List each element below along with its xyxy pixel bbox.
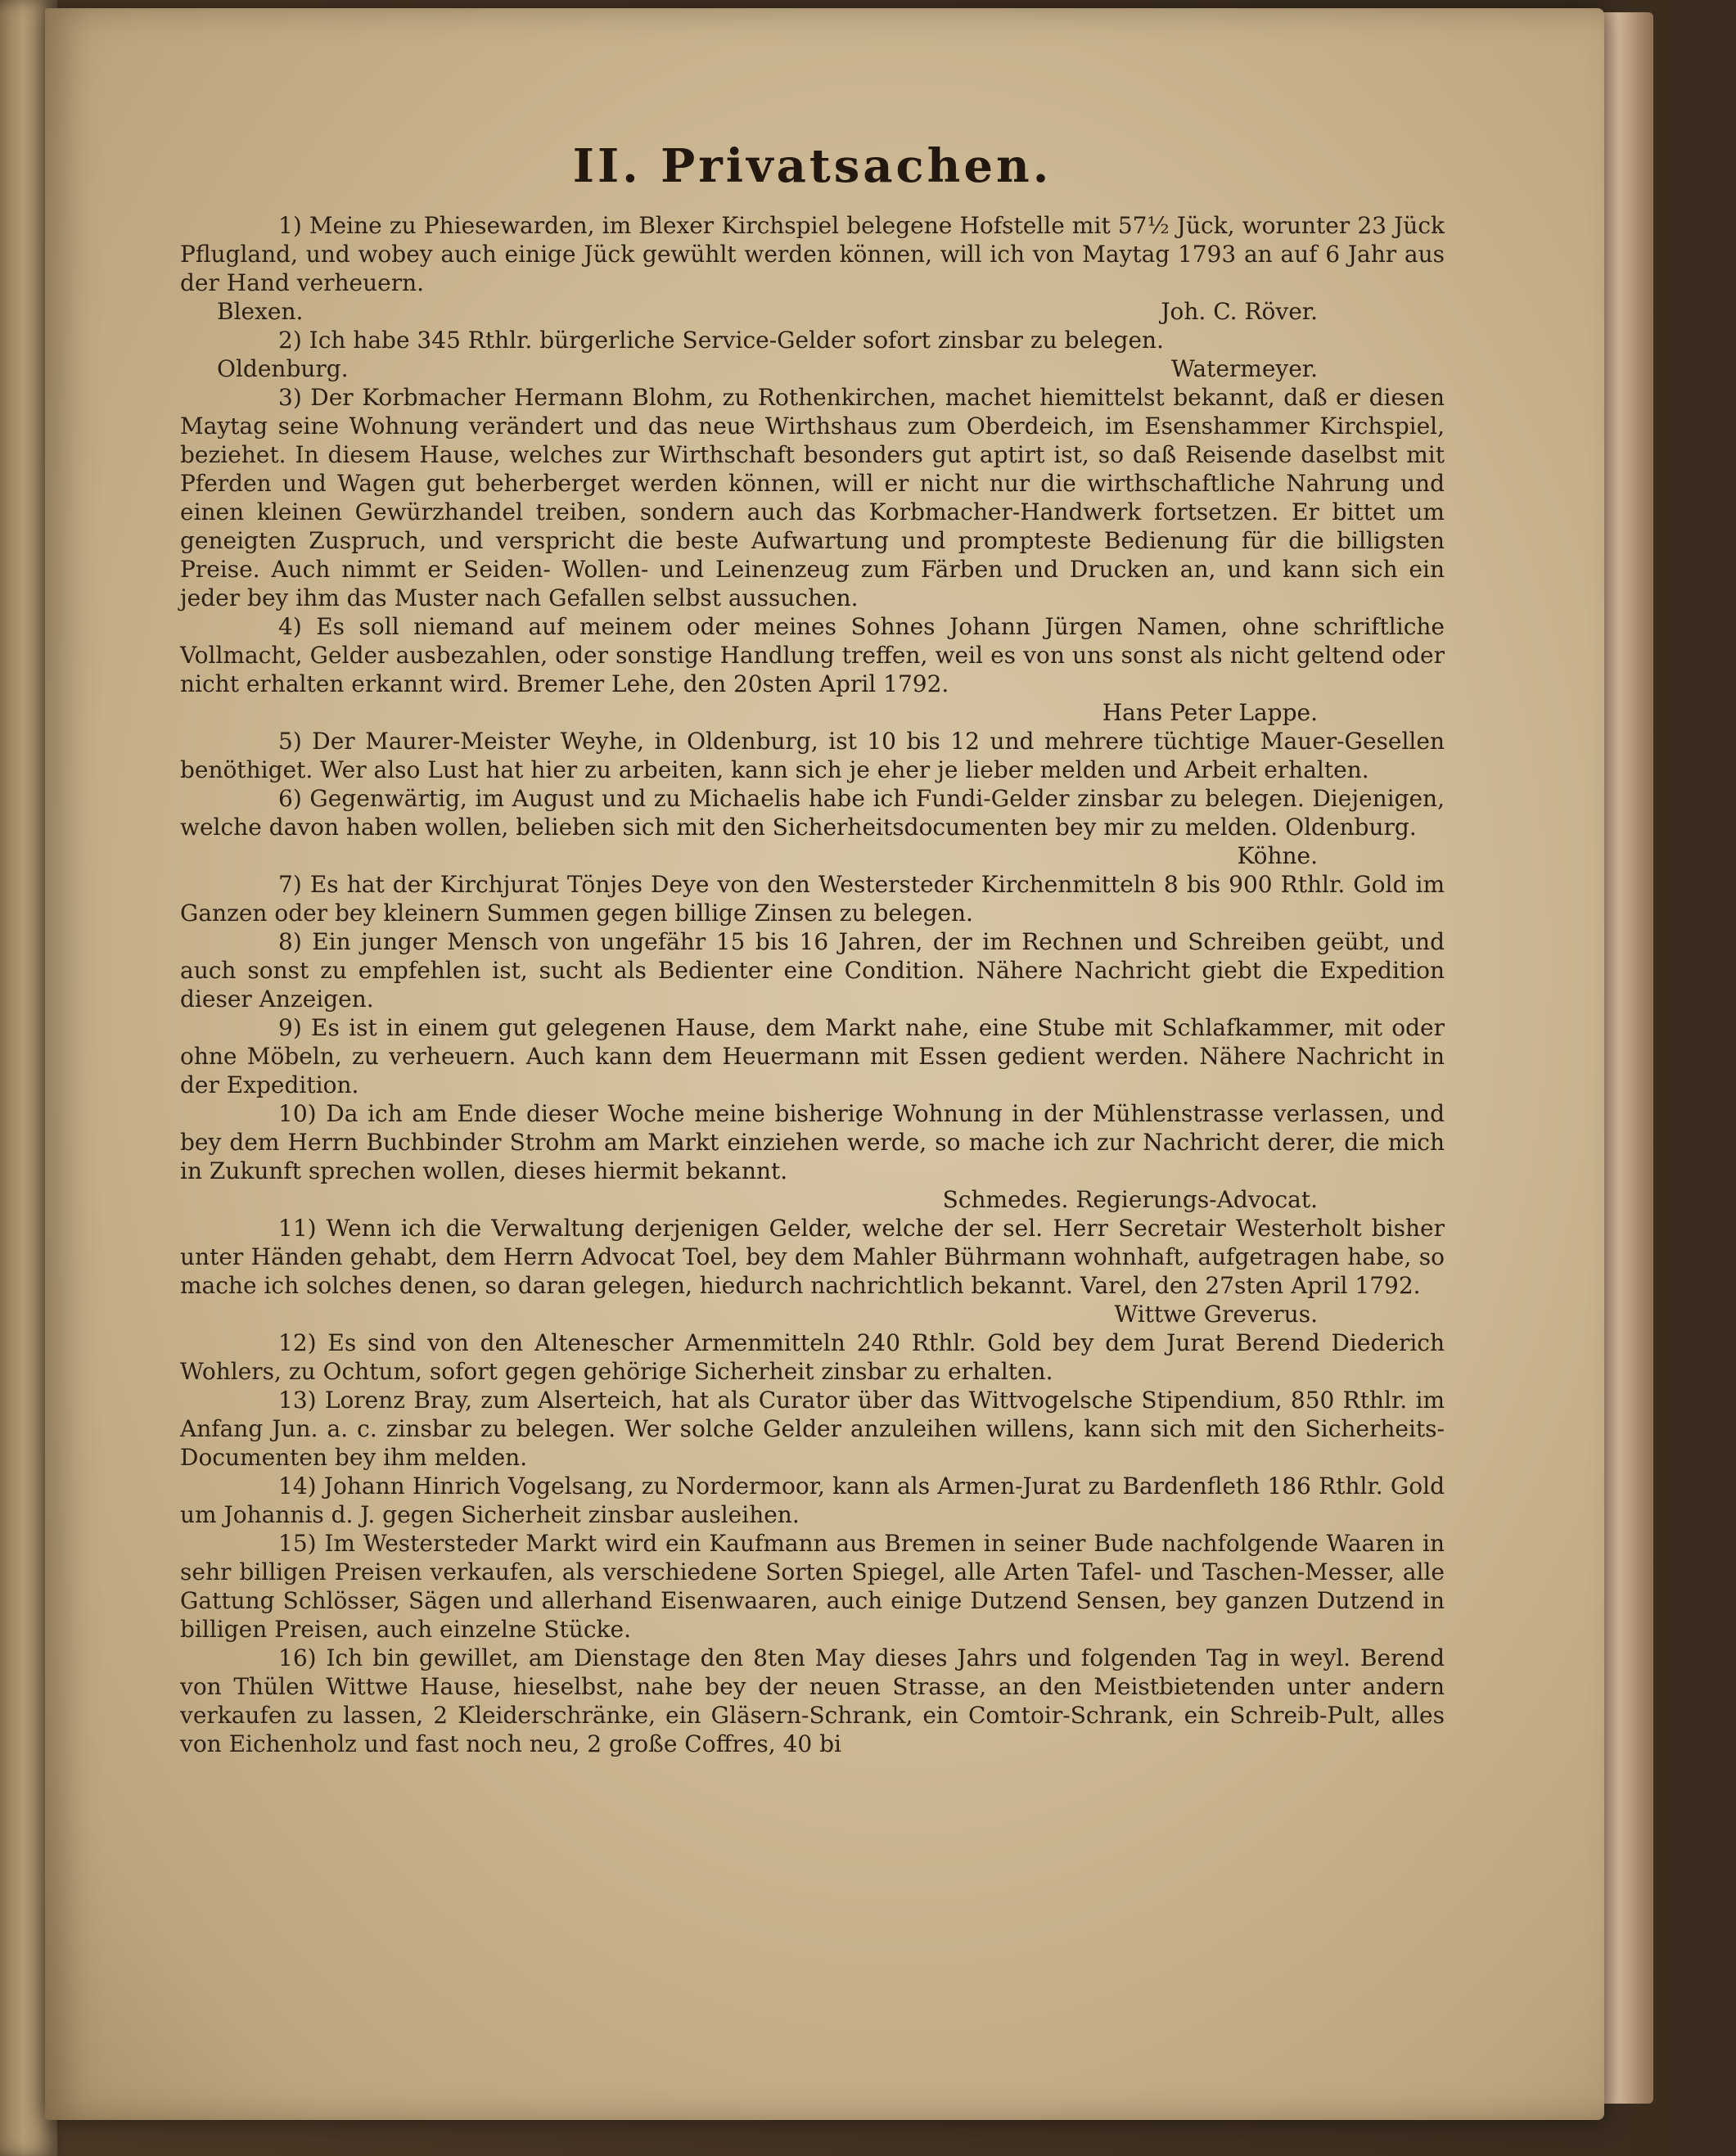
section-heading: II. Privatsachen.: [572, 139, 1053, 193]
notice-14: 14) Johann Hinrich Vogelsang, zu Nordermoor, kann als Armen-Jurat zu Bardenfleth 186 Rthlr. Gold um Johannis d. J. gegen Sicherheit zinsbar ausleihen.: [180, 1473, 1445, 1528]
notice-1-place: Blexen.: [217, 298, 304, 325]
notice-16: 16) Ich bin gewillet, am Dienstage den 8ten May dieses Jahrs und folgenden Tag in weyl. Berend von Thülen Wittwe Hause, hieselbst, nahe bey der neuen Strasse, an den Meistbietenden unter andern verkaufen zu lassen, 2 Kleiderschränke, ein Gläsern-Schrank, ein Comtoir-Schrank, ein Schreib-Pult, alles von Eichenholz und fast noch neu, 2 große Coffres, 40 bi: [180, 1644, 1445, 1757]
notice-9: 9) Es ist in einem gut gelegenen Hause, dem Markt nahe, eine Stube mit Schlafkammer, mit oder ohne Möbeln, zu verheuern. Auch kann dem Heuermann mit Essen gedient werden. Nähere Nachricht in der Expedition.: [180, 1014, 1445, 1098]
notice-2-footer: [180, 354, 1445, 383]
notice-1: 1) Meine zu Phiesewarden, im Blexer Kirchspiel belegene Hofstelle mit 57½ Jück, worunter 23 Jück Pflugland, und wobey auch einige Jück gewühlt werden können, will ich von Maytag 1793 an auf 6 Jahr aus der Hand verheuern.: [180, 212, 1445, 296]
notice-10-signature: Schmedes. Regierungs-Advocat.: [942, 1186, 1318, 1213]
notice-12: 12) Es sind von den Altenescher Armenmitteln 240 Rthlr. Gold bey dem Jurat Berend Diederich Wohlers, zu Ochtum, sofort gegen gehörige Sicherheit zinsbar zu erhalten.: [180, 1329, 1445, 1385]
notice-5: 5) Der Maurer-Meister Weyhe, in Oldenburg, ist 10 bis 12 und mehrere tüchtige Mauer-Gesellen benöthiget. Wer also Lust hat hier zu arbeiten, kann sich je eher je lieber melden und Arbeit erhalten.: [180, 728, 1445, 783]
notice-2-place: Oldenburg.: [217, 355, 349, 382]
notice-2: 2) Ich habe 345 Rthlr. bürgerliche Service-Gelder sofort zinsbar zu belegen.: [278, 327, 1164, 354]
notice-6-signature: Köhne.: [1237, 842, 1318, 869]
notice-4: 4) Es soll niemand auf meinem oder meines Sohnes Johann Jürgen Namen, ohne schriftliche Vollmacht, Gelder ausbezahlen, oder sonstige Handlung treffen, weil es von uns sonst als nicht geltend oder nicht erhalten erkannt wird. Bremer Lehe, den 20sten April 1792.: [180, 613, 1445, 697]
notice-2-signature: Watermeyer.: [1171, 355, 1318, 382]
notice-6: 6) Gegenwärtig, im August und zu Michaelis habe ich Fundi-Gelder zinsbar zu belegen. Diejenigen, welche davon haben wollen, belieben sich mit den Sicherheitsdocumenten bey mir zu melden. Oldenburg.: [180, 785, 1445, 841]
notice-7: 7) Es hat der Kirchjurat Tönjes Deye von den Westersteder Kirchenmitteln 8 bis 900 Rthlr. Gold im Ganzen oder bey kleinern Summen gegen billige Zinsen zu belegen.: [180, 871, 1445, 927]
notice-3: 3) Der Korbmacher Hermann Blohm, zu Rothenkirchen, machet hiemittelst bekannt, daß er diesen Maytag seine Wohnung verändert und das neue Wirthshaus zum Oberdeich, im Esenshammer Kirchspiel, beziehet. In diesem Hause, welches zur Wirthschaft besonders gut aptirt ist, so daß Reisende daselbst mit Pferden und Wagen gut beherberget werden können, will er nicht nur die wirthschaftliche Nahrung und einen kleinen Gewürzhandel treiben, sondern auch das Korbmacher-Handwerk fortsetzen. Er bittet um geneigten Zuspruch, und verspricht die beste Aufwartung und prompteste Bedienung für die billigsten Preise. Auch nimmt er Seiden- Wollen- und Leinenzeug zum Färben und Drucken an, und kann sich ein jeder bey ihm das Muster nach Gefallen selbst aussuchen.: [180, 384, 1445, 611]
page-content: [180, 139, 1445, 2022]
book-page: [45, 8, 1604, 2120]
notice-1-signature: Joh. C. Röver.: [1161, 298, 1318, 325]
notice-4-signature: Hans Peter Lappe.: [1102, 699, 1318, 726]
notice-1-footer: [180, 297, 1445, 326]
notice-13: 13) Lorenz Bray, zum Alserteich, hat als Curator über das Wittvogelsche Stipendium, 850 Rthlr. im Anfang Jun. a. c. zinsbar zu belegen. Wer solche Gelder anzuleihen willens, kann sich mit den Sicherheits-Documenten bey ihm melden.: [180, 1387, 1445, 1471]
notice-11-signature: Wittwe Greverus.: [1114, 1301, 1318, 1328]
notice-10: 10) Da ich am Ende dieser Woche meine bisherige Wohnung in der Mühlenstrasse verlassen, und bey dem Herrn Buchbinder Strohm am Markt einziehen werde, so mache ich zur Nachricht derer, die mich in Zukunft sprechen wollen, dieses hiermit bekannt.: [180, 1100, 1445, 1184]
notice-15: 15) Im Westersteder Markt wird ein Kaufmann aus Bremen in seiner Bude nachfolgende Waaren in sehr billigen Preisen verkaufen, als verschiedene Sorten Spiegel, alle Arten Tafel- und Taschen-Messer, alle Gattung Schlösser, Sägen und allerhand Eisenwaaren, auch einige Dutzend Sensen, bey ganzen Dutzend in billigen Preisen, auch einzelne Stücke.: [180, 1530, 1445, 1643]
notice-11: 11) Wenn ich die Verwaltung derjenigen Gelder, welche der sel. Herr Secretair Westerholt bisher unter Händen gehabt, dem Herrn Advocat Toel, bey dem Mahler Bührmann wohnhaft, aufgetragen habe, so mache ich solches denen, so daran gelegen, hiedurch nachrichtlich bekannt. Varel, den 27sten April 1792.: [180, 1215, 1445, 1299]
notice-8: 8) Ein junger Mensch von ungefähr 15 bis 16 Jahren, der im Rechnen und Schreiben geübt, und auch sonst zu empfehlen ist, sucht als Bedienter eine Condition. Nähere Nachricht giebt die Expedition dieser Anzeigen.: [180, 928, 1445, 1013]
